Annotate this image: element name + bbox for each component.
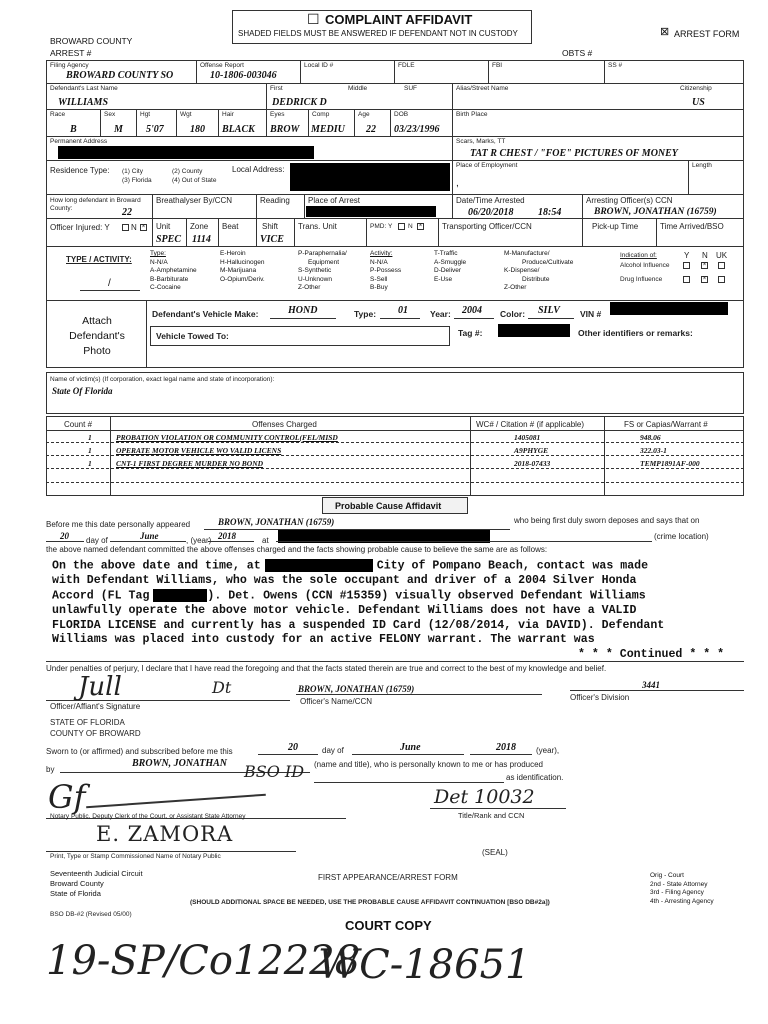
pc-day-value: 20 [60, 531, 69, 541]
indication-label: Indication of: [620, 252, 657, 259]
offense-count: 1 [88, 446, 92, 455]
vin-label: VIN # [580, 309, 602, 319]
offense-charge: CNT-1 FIRST DEGREE MURDER NO BOND [116, 459, 264, 468]
fdle-label: FDLE [398, 62, 415, 69]
alcohol-n-checkbox: × [702, 262, 707, 268]
officer-injured-label: Officer Injured: Y [50, 223, 110, 232]
beat-label: Beat [222, 222, 239, 231]
offense-citation: A9PHYGE [514, 446, 549, 455]
pmd-y-checkbox [398, 223, 405, 230]
pc-month-value: June [140, 531, 159, 541]
narrative-line-4: unlawfully operate the above motor vehicle. Defendant Williams does not have a VALID [52, 603, 637, 617]
sworn-deposes-text: who being first duly sworn deposes and says that on [514, 516, 700, 525]
last-name-label: Defendant's Last Name [50, 85, 118, 92]
fbi-label: FBI [492, 62, 503, 69]
obts-label: OBTS # [562, 48, 593, 58]
tag-label: Tag #: [458, 328, 483, 338]
narrative-tag-redaction [153, 589, 207, 602]
first-appearance-label: FIRST APPEARANCE/ARREST FORM [318, 873, 458, 882]
det-id-handwriting: Det 10032 [434, 786, 535, 808]
additional-space-note: (SHOULD ADDITIONAL SPACE BE NEEDED, USE THE PROBABLE CAUSE AFFIDAVIT CONTINUATION [BSO DB#2a]) [190, 899, 550, 906]
race-value: B [70, 124, 77, 135]
reading-label: Reading [260, 196, 290, 205]
narrative-line-5: FLORIDA LICENSE and currently has a suspended ID Card (12/08/2014, via DAVID). Defendant [52, 618, 665, 632]
offense-count: 1 [88, 433, 92, 442]
victim-value: State Of Florida [52, 386, 113, 396]
print-notary-label: Print, Type or Stamp Commissioned Name of Notary Public [50, 853, 221, 860]
weight-label: Wgt [180, 111, 192, 118]
scars-label: Scars, Marks, TT [456, 138, 506, 145]
filing-agency-value: BROWARD COUNTY SO [66, 70, 174, 81]
unit-label: Unit [156, 222, 171, 231]
first-name-value: DEDRICK D [272, 97, 327, 108]
affiant-signature-suffix: Dt [212, 678, 232, 697]
offenses-header-citation: WC# / Citation # (if applicable) [476, 420, 585, 429]
offense-citation: 2018-07433 [514, 459, 551, 468]
vin-redaction [610, 302, 728, 315]
offense-fs: TEMP1891AF-000 [640, 459, 700, 468]
other-identifiers-label: Other identifiers or remarks: [578, 328, 693, 338]
zone-label: Zone [190, 222, 209, 231]
suffix-label: SUF [404, 85, 417, 92]
residence-out-of-state: (4) Out of State [172, 177, 217, 184]
offense-count: 1 [88, 459, 92, 468]
sworn-year-value: 2018 [496, 742, 516, 753]
sex-value: M [114, 124, 123, 135]
victim-label: Name of victim(s) (If corporation, exact legal name and state of incorporation): [50, 376, 275, 383]
continued-marker: * * * Continued * * * [578, 648, 725, 661]
eyes-value: BROW [270, 124, 300, 135]
trans-unit-label: Trans. Unit [298, 222, 337, 231]
citizenship-value: US [692, 97, 705, 108]
case-number-handwriting: 19-SP/Co12228 [46, 938, 361, 984]
arresting-officer-label: Arresting Officer(s) CCN [586, 196, 673, 205]
race-label: Race [50, 111, 66, 118]
unit-value: SPEC [156, 234, 182, 245]
offense-charge: PROBATION VIOLATION OR COMMUNITY CONTROL(FEL/MISD [116, 433, 338, 442]
filing-agency-label: Filing Agency [50, 62, 89, 69]
title-checkbox: ☐ [307, 11, 320, 27]
complexion-label: Comp [312, 111, 330, 118]
officer-injured-n-label: N [131, 223, 137, 232]
sex-label: Sex [104, 111, 116, 118]
pc-title: Probable Cause Affidavit [335, 501, 442, 511]
arrest-form-checkbox: ⊠ [660, 26, 670, 38]
seal-label: (SEAL) [482, 848, 508, 857]
vehicle-year-value: 2004 [462, 305, 482, 316]
weight-value: 180 [190, 124, 205, 135]
ss-label: SS # [608, 62, 623, 69]
vehicle-type-label: Type: [354, 309, 377, 319]
offenses-header-fs: FS or Capias/Warrant # [624, 420, 708, 429]
form-subtitle: SHADED FIELDS MUST BE ANSWERED IF DEFENDANT NOT IN CUSTODY [238, 29, 518, 38]
activity-col-4: Activity: N-N/A P-Possess S-Sell B-Buy [370, 250, 402, 291]
officer-division-label: Officer's Division [570, 693, 630, 702]
state-label: STATE OF FLORIDA [50, 718, 125, 727]
sworn-by-text: (name and title), who is personally known to me or has produced [314, 760, 544, 769]
vehicle-towed-label: Vehicle Towed To: [156, 331, 229, 341]
hair-value: BLACK [222, 124, 255, 135]
citizenship-label: Citizenship [680, 85, 712, 92]
vehicle-make-label: Defendant's Vehicle Make: [152, 309, 259, 319]
narrative-line-3b: ). Det. Owens (CCN #15359) visually observed Defendant Williams [207, 589, 646, 603]
offense-report-label: Offense Report [200, 62, 244, 69]
permanent-address-label: Permanent Address [50, 138, 108, 145]
alcohol-y-checkbox [683, 262, 690, 269]
officer-injured-n-checkbox: × [141, 224, 146, 230]
before-me-text: Before me this date personally appeared [46, 520, 191, 529]
sworn-by-value: BROWN, JONATHAN [132, 758, 228, 769]
residence-county: (2) County [172, 168, 203, 175]
pc-year-value: 2018 [218, 531, 236, 541]
offense-fs: 322.03-1 [640, 446, 667, 455]
eyes-label: Eyes [270, 111, 285, 118]
notary-signature-stroke [86, 794, 266, 809]
by-label: by [46, 765, 55, 774]
place-employment-label: Place of Employment [456, 162, 518, 169]
scars-value: TAT R CHEST / "FOE" PICTURES OF MONEY [470, 148, 678, 159]
narrative-line-3a: Accord (FL Tag [52, 589, 150, 603]
type-col-1: Type: N-N/A A-Amphetamine B-Barbiturate C-Cocaine [150, 250, 197, 291]
time-arrested-value: 18:54 [538, 207, 562, 218]
alias-label: Alias/Street Name [456, 85, 509, 92]
title-rank-label: Title/Rank and CCN [458, 811, 525, 820]
how-long-label: How long defendant in Broward County: [50, 197, 141, 212]
transporting-officer-label: Transporting Officer/CCN [442, 222, 532, 231]
affiant-officer-value: BROWN, JONATHAN (16759) [298, 684, 415, 694]
sworn-before-text: Sworn to (or affirmed) and subscribed before me this [46, 747, 233, 756]
time-arrived-label: Time Arrived/BSO [660, 222, 724, 231]
bso-id-handwriting: BSO ID [244, 762, 305, 781]
shift-label: Shift [262, 222, 279, 231]
offenses-header-count: Count # [64, 420, 93, 429]
attach-photo-label: Attach Defendant's Photo [69, 315, 125, 357]
zone-value: 1114 [192, 234, 211, 245]
middle-name-label: Middle [348, 85, 368, 92]
offense-fs: 948.06 [640, 433, 661, 442]
county-of-label: COUNTY OF BROWARD [50, 729, 141, 738]
date-arrested-value: 06/20/2018 [468, 207, 514, 218]
pmd-n-checkbox: × [418, 223, 423, 229]
type-col-3: P-Paraphernalia/ Equipment S-Synthetic U-Unknown Z-Other [298, 250, 347, 291]
age-value: 22 [366, 124, 376, 135]
pc-at-label: at [262, 536, 269, 545]
local-address-redaction [290, 163, 450, 191]
last-name-value: WILLIAMS [58, 97, 109, 108]
drug-uk-checkbox [718, 276, 725, 283]
offense-citation: 1405081 [514, 433, 541, 442]
local-address-label: Local Address: [232, 165, 285, 174]
how-long-value: 22 [122, 207, 132, 218]
height-value: 5'07 [146, 124, 164, 135]
residence-city: (1) City [122, 168, 143, 175]
breathalyser-label: Breathalyser By/CCN [156, 196, 233, 205]
notary-printed-name: E. ZAMORA [96, 822, 234, 846]
vehicle-color-label: Color: [500, 309, 526, 319]
pmd-n-label: N [408, 223, 413, 230]
offense-charge: OPERATE MOTOR VEHICLE WO VALID LICENS [116, 446, 282, 455]
first-name-label: First [270, 85, 283, 92]
narrative-location-redaction [265, 559, 373, 572]
length-label: Length [692, 162, 712, 169]
activity-col-6: M-Manufacture/ Produce/Cultivate K-Dispense/ Distribute Z-Other [504, 250, 574, 291]
court-copy-label: COURT COPY [345, 918, 432, 933]
alcohol-influence-label: Alcohol Influence [620, 262, 670, 269]
notary-label: Notary Public, Deputy Clerk of the Court, or Assistant State Attorney [50, 813, 246, 820]
indication-uk: UK [716, 251, 728, 260]
narrative-line-6: Williams was placed into custody for an active FELONY warrant. The warrant was [52, 633, 595, 647]
alcohol-uk-checkbox [718, 262, 725, 269]
local-id-label: Local ID # [304, 62, 334, 69]
residence-florida: (3) Florida [122, 177, 152, 184]
pc-year-label: , (year) [186, 536, 212, 545]
officer-name-label: Officer's Name/CCN [300, 697, 373, 706]
offense-report-value: 10-1806-003046 [210, 70, 277, 81]
form-number: BSO DB-#2 (Revised 05/00) [50, 911, 132, 918]
pickup-time-label: Pick-up Time [592, 222, 639, 231]
indication-y: Y [684, 251, 690, 260]
vehicle-year-label: Year: [430, 309, 451, 319]
place-of-arrest-label: Place of Arrest [308, 196, 361, 205]
county-label: BROWARD COUNTY [50, 36, 133, 46]
sworn-day-value: 20 [288, 742, 298, 753]
pc-day-of-label: day of [86, 536, 108, 545]
vehicle-type-value: 01 [398, 305, 408, 316]
drug-y-checkbox [683, 276, 690, 283]
type-activity-label: TYPE / ACTIVITY: [66, 255, 132, 264]
arresting-officer-value: BROWN, JONATHAN (16759) [594, 207, 717, 217]
height-label: Hgt [140, 111, 151, 118]
committed-text: the above named defendant committed the above offenses charged and the facts showing probable cause to believe the same are as follows: [46, 545, 548, 554]
sworn-day-of-label: day of [322, 746, 344, 755]
age-label: Age [358, 111, 370, 118]
wc-number-handwriting: WC-18651 [318, 942, 531, 988]
dob-value: 03/23/1996 [394, 124, 440, 135]
vehicle-color-value: SILV [538, 305, 560, 316]
type-col-2: E-Heroin H-Hallucinogen M-Marijuana O-Opium/Deriv. [220, 250, 265, 283]
pc-narrative [52, 559, 664, 648]
drug-influence-label: Drug Influence [620, 276, 663, 283]
sworn-month-value: June [400, 742, 421, 753]
form-title: COMPLAINT AFFIDAVIT [325, 12, 473, 27]
type-activity-value: / [108, 278, 111, 289]
appeared-officer-value: BROWN, JONATHAN (16759) [218, 517, 335, 527]
officer-division-value: 3441 [642, 680, 660, 690]
permanent-address-redaction [58, 146, 314, 159]
sworn-year-paren: (year), [536, 746, 560, 755]
pmd-label: PMD: Y [370, 223, 393, 230]
dob-label: DOB [394, 111, 409, 118]
vehicle-make-value: HOND [288, 305, 318, 316]
affiant-signature-label: Officer/Affiant's Signature [50, 702, 141, 711]
employment-comma: , [456, 178, 459, 189]
hair-label: Hair [222, 111, 234, 118]
activity-col-5: T-Traffic A-Smuggle D-Deliver E-Use [434, 250, 467, 283]
copy-distribution: Orig - Court 2nd - State Attorney 3rd - Filing Agency 4th - Arresting Agency [650, 872, 714, 905]
crime-location-label: (crime location) [654, 532, 709, 541]
complexion-value: MEDIU [311, 124, 345, 135]
residence-type-label: Residence Type: [50, 166, 110, 175]
arrest-number-label: ARREST # [50, 48, 92, 58]
affiant-signature: Jull [78, 672, 122, 702]
narrative-line-1a: On the above date and time, at [52, 559, 261, 573]
identification-text: as identification. [506, 773, 564, 782]
date-time-arrested-label: Date/Time Arrested [456, 196, 525, 205]
offenses-header-charged: Offenses Charged [252, 420, 317, 429]
circuit-block: Seventeenth Judicial Circuit Broward County State of Florida [50, 869, 143, 898]
indication-n: N [702, 251, 708, 260]
arrest-form-label: ARREST FORM [674, 29, 740, 39]
officer-injured-y-checkbox [122, 224, 129, 231]
drug-n-checkbox: × [702, 276, 707, 282]
narrative-line-1b: City of Pompano Beach, contact was made [376, 559, 649, 573]
perjury-text: Under penalties of perjury, I declare that I have read the foregoing and that the facts stated therein are true and correct to the best of my knowledge and belief. [46, 664, 607, 673]
notary-signature: Gf [48, 778, 86, 816]
birth-place-label: Birth Place [456, 111, 488, 118]
narrative-line-2: with Defendant Williams, who was the sole occupant and driver of a 2004 Silver Honda [52, 574, 637, 588]
tag-redaction [498, 324, 570, 337]
shift-value: VICE [260, 234, 284, 245]
place-of-arrest-redaction [306, 206, 436, 217]
